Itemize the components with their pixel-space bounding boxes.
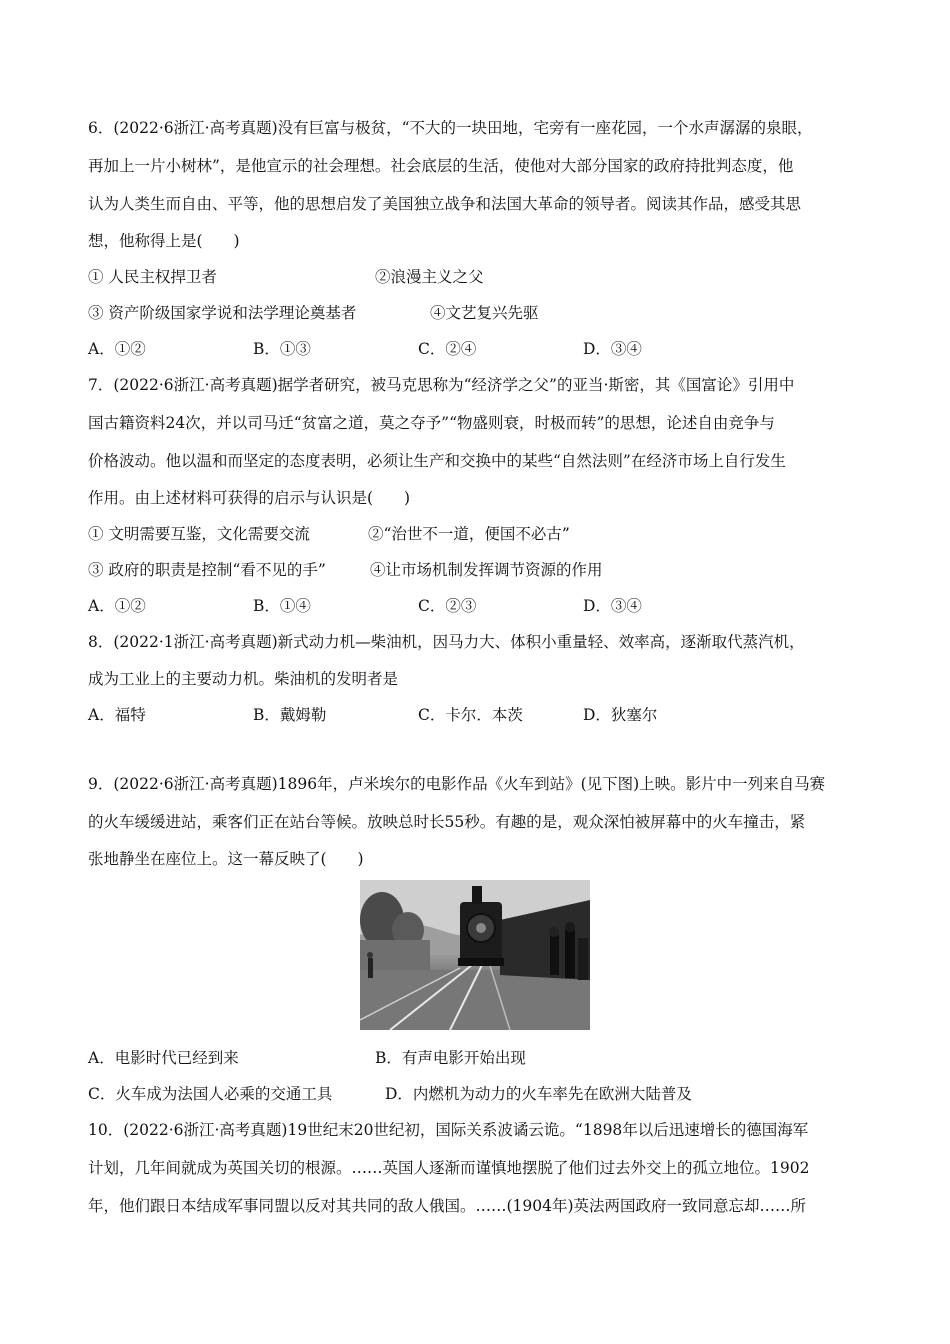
q9-option-b: B．有声电影开始出现: [375, 1049, 526, 1067]
q6-option-c: C．②④: [418, 340, 477, 358]
q10-line-3: 年，他们跟日本结成军事同盟以反对其共同的敌人俄国。……(1904年)英法两国政府一致同意忘却……所: [88, 1197, 807, 1215]
q6-option-d: D．③④: [583, 340, 642, 358]
q7-item-1: ① 文明需要互鉴，文化需要交流: [88, 525, 310, 543]
train-arrival-image: [360, 880, 590, 1030]
q7-line-2: 国古籍资料24次，并以司马迁“贫富之道，莫之夺予”“物盛则衰，时极而转”的思想，论述自由竞争与: [88, 414, 775, 432]
q6-line-3: 认为人类生而自由、平等，他的思想启发了美国独立战争和法国大革命的领导者。阅读其作品，感受其思: [88, 195, 802, 213]
q6-item-1: ① 人民主权捍卫者: [88, 268, 217, 286]
q9-line-2: 的火车缓缓进站，乘客们正在站台等候。放映总时长55秒。有趣的是，观众深怕被屏幕中的火车撞击，紧: [88, 813, 806, 831]
q7-option-c: C．②③: [418, 597, 477, 615]
q8-line-2: 成为工业上的主要动力机。柴油机的发明者是: [88, 670, 399, 688]
q7-line-3: 价格波动。他以温和而坚定的态度表明，必须让生产和交换中的某些“自然法则”在经济市场上自行发生: [88, 452, 786, 470]
q6-line-1: 6．(2022·6浙江·高考真题)没有巨富与极贫，“不大的一块田地，宅旁有一座花园，一个水声潺潺的泉眼，: [88, 119, 813, 137]
q6-line-2: 再加上一片小树林”，是他宣示的社会理想。社会底层的生活，使他对大部分国家的政府持批判态度，他: [88, 157, 794, 175]
q9-line-3: 张地静坐在座位上。这一幕反映了( ): [88, 850, 364, 868]
q7-option-d: D．③④: [583, 597, 642, 615]
q7-item-3: ③ 政府的职责是控制“看不见的手”: [88, 561, 326, 579]
q10-line-1: 10．(2022·6浙江·高考真题)19世纪末20世纪初，国际关系波谲云诡。“1898年以后迅速增长的德国海军: [88, 1121, 809, 1139]
q7-line-1: 7．(2022·6浙江·高考真题)据学者研究，被马克思称为“经济学之父”的亚当·斯密，其《国富论》引用中: [88, 376, 795, 394]
q7-item-2: ②“治世不一道，便国不必古”: [368, 525, 570, 543]
q6-item-3: ③ 资产阶级国家学说和法学理论奠基者: [88, 304, 357, 322]
q7-option-b: B．①④: [253, 597, 311, 615]
q9-option-a: A．电影时代已经到来: [88, 1049, 239, 1067]
q8-option-b: B．戴姆勒: [253, 706, 327, 724]
q8-option-d: D．狄塞尔: [583, 706, 658, 724]
q6-item-2: ②浪漫主义之父: [375, 268, 484, 286]
q9-option-d: D．内燃机为动力的火车率先在欧洲大陆普及: [385, 1085, 692, 1103]
q7-line-4: 作用。由上述材料可获得的启示与认识是( ): [88, 489, 411, 507]
q6-option-b: B．①③: [253, 340, 311, 358]
q6-option-a: A．①②: [88, 340, 146, 358]
q8-line-1: 8．(2022·1浙江·高考真题)新式动力机—柴油机，因马力大、体积小重量轻、效率高，逐渐取代蒸汽机，: [88, 633, 805, 651]
q10-line-2: 计划，几年间就成为英国关切的根源。……英国人逐渐而谨慎地摆脱了他们过去外交上的孤立地位。1902: [88, 1159, 810, 1177]
q8-option-c: C．卡尔．本茨: [418, 706, 523, 724]
q6-line-4: 想，他称得上是( ): [88, 232, 240, 250]
q7-item-4: ④让市场机制发挥调节资源的作用: [370, 561, 603, 579]
q6-item-4: ④文艺复兴先驱: [430, 304, 539, 322]
q8-option-a: A．福特: [88, 706, 146, 724]
q9-option-c: C．火车成为法国人必乘的交通工具: [88, 1085, 333, 1103]
q9-line-1: 9．(2022·6浙江·高考真题)1896年，卢米埃尔的电影作品《火车到站》(见下图)上映。影片中一列来自马赛: [88, 775, 826, 793]
train-arrival-photo: [360, 880, 590, 1030]
q7-option-a: A．①②: [88, 597, 146, 615]
